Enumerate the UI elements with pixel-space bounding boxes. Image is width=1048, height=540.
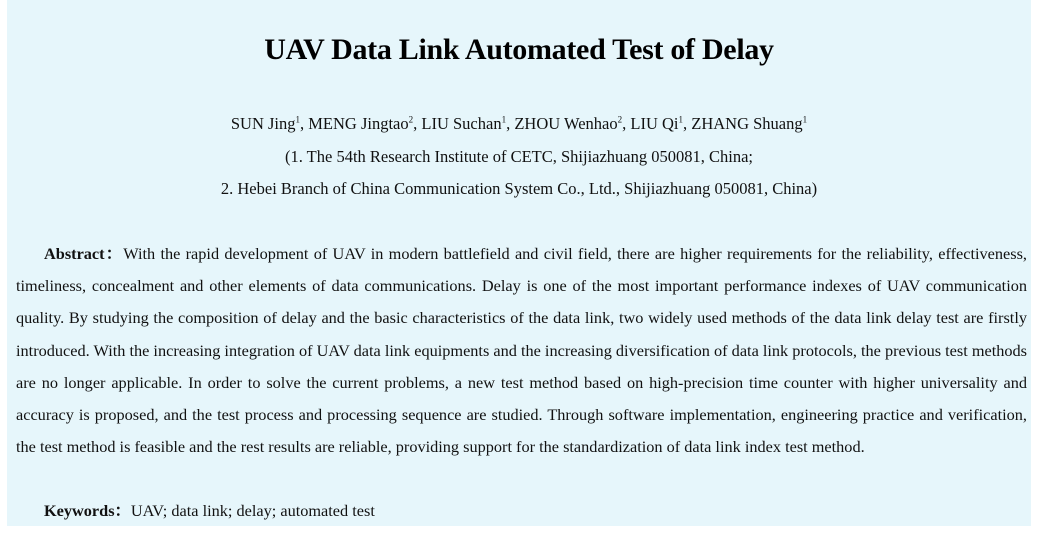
author-list bbox=[7, 114, 1031, 134]
author bbox=[514, 114, 630, 133]
author-name: SUN Jing bbox=[230, 114, 296, 133]
abstract-paragraph bbox=[16, 238, 1027, 463]
affiliation-marker: 1 bbox=[678, 114, 684, 125]
author-separator: , bbox=[622, 114, 631, 133]
author-name: ZHOU Wenhao bbox=[514, 114, 618, 133]
affiliation-marker: 2 bbox=[617, 114, 623, 125]
author-separator: , bbox=[683, 114, 692, 133]
author-separator: , bbox=[506, 114, 515, 133]
keywords-line bbox=[44, 497, 375, 525]
keywords-text: UAV; data link; delay; automated test bbox=[130, 501, 375, 520]
abstract-label: Abstract： bbox=[44, 244, 124, 263]
affiliation-marker: 1 bbox=[802, 114, 808, 125]
author bbox=[421, 114, 514, 133]
author-name: LIU Qi bbox=[630, 114, 679, 133]
affiliation-line-2: 2. Hebei Branch of China Communication System Co., Ltd., Shijiazhuang 050081, China) bbox=[220, 179, 818, 198]
author bbox=[630, 114, 691, 133]
author-name: ZHANG Shuang bbox=[691, 114, 803, 133]
author bbox=[231, 114, 308, 133]
affiliation-line-1: (1. The 54th Research Institute of CETC, Shijiazhuang 050081, China; bbox=[284, 147, 754, 166]
author bbox=[691, 114, 807, 133]
affiliation-marker: 1 bbox=[501, 114, 507, 125]
affiliation-marker: 2 bbox=[408, 114, 414, 125]
author-name: LIU Suchan bbox=[421, 114, 502, 133]
abstract-panel bbox=[7, 0, 1031, 526]
author-name: MENG Jingtao bbox=[308, 114, 409, 133]
paper-title: UAV Data Link Automated Test of Delay bbox=[264, 33, 774, 66]
abstract-text: With the rapid development of UAV in modern battlefield and civil field, there are higher requirements for the reliability, effectiveness, timeliness, concealment and other elements of data communications. Delay is one of the most important performance indexes of UAV communication quality. By studying the composition of delay and the basic characteristics of the data link, two widely used methods of the data link delay test are firstly introduced. With the increasing integration of UAV data link equipments and the increasing diversification of data link protocols, the previous test methods are no longer applicable. In order to solve the current problems, a new test method based on high-precision time counter with higher universality and accuracy is proposed, and the test process and processing sequence are studied. Through software implementation, engineering practice and verification, the test method is feasible and the rest results are reliable, providing support for the standardization of data link index test method. bbox=[16, 244, 1027, 457]
author-separator: , bbox=[413, 114, 422, 133]
keywords-label: Keywords： bbox=[44, 501, 131, 520]
affiliation-marker: 1 bbox=[295, 114, 300, 125]
author bbox=[308, 114, 421, 133]
author-separator: , bbox=[300, 114, 309, 133]
